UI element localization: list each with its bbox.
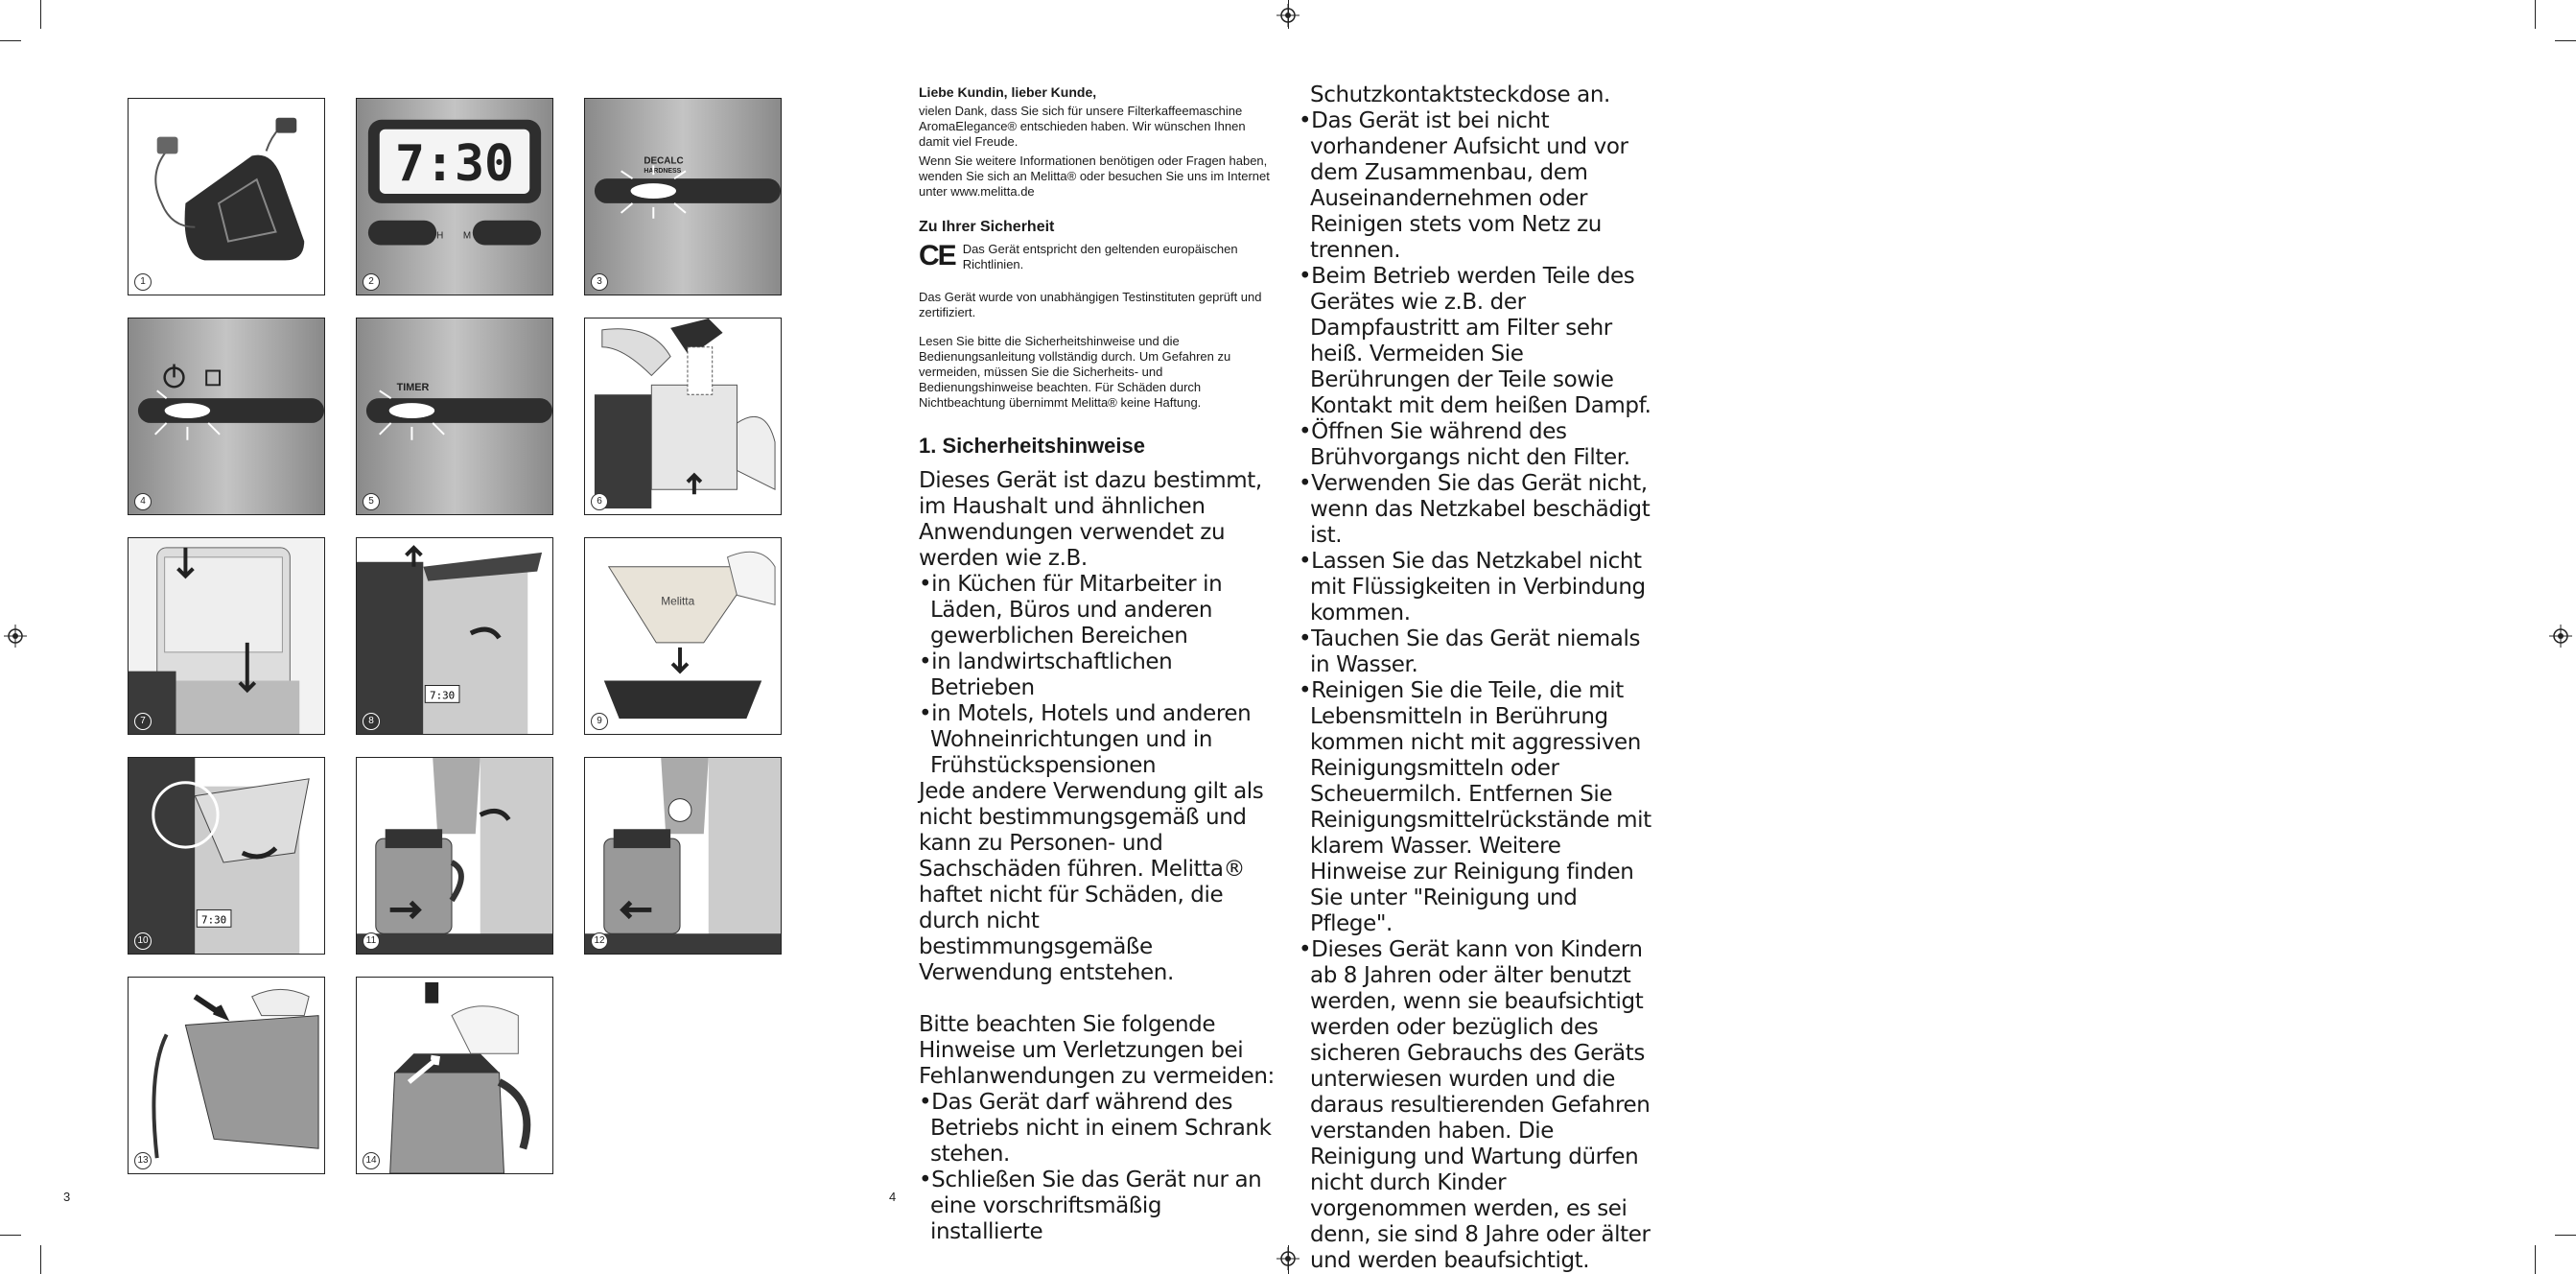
intro-paragraph: Wenn Sie weitere Informationen benötigen oder Fragen haben, wenden Sie sich an Melitta® oder besuchen Sie uns im Internet unter www.melitta.de bbox=[919, 153, 1270, 199]
safety-column bbox=[1299, 83, 1658, 1274]
step-number: 5 bbox=[363, 493, 380, 510]
illustration-panel-2 bbox=[356, 98, 553, 295]
svg-text:7:30: 7:30 bbox=[395, 135, 514, 194]
registration-mark-icon bbox=[4, 625, 27, 648]
svg-text:7:30: 7:30 bbox=[201, 913, 227, 927]
step-number: 9 bbox=[591, 713, 608, 730]
power-plug-base-icon bbox=[129, 99, 324, 295]
ce-mark-icon: CE bbox=[919, 240, 955, 271]
insert-filter-paper-icon bbox=[585, 538, 781, 734]
note-paragraph: Bitte beachten Sie folgende Hinweise um Verletzungen bei Fehlanwendungen zu vermeiden: bbox=[919, 1012, 1275, 1089]
greeting: Liebe Kundin, lieber Kunde, bbox=[919, 84, 1097, 100]
list-item: •Verwenden Sie das Gerät nicht, wenn das Netzkabel beschädigt ist. bbox=[1299, 471, 1651, 548]
remove-jug-icon bbox=[585, 758, 781, 954]
list-item: •Tauchen Sie das Gerät niemals in Wasser. bbox=[1299, 626, 1641, 677]
page-number-left: 3 bbox=[63, 1190, 71, 1204]
illustration-panel-8 bbox=[356, 537, 553, 735]
close-filter-holder-icon bbox=[129, 758, 324, 954]
fill-water-tank-icon bbox=[585, 318, 781, 514]
insert-jug-icon bbox=[357, 758, 552, 954]
safety-paragraph: Das Gerät wurde von unabhängigen Testinstituten geprüft und zertifiziert. bbox=[919, 290, 1262, 319]
section-heading: 1. Sicherheitshinweise bbox=[919, 434, 1145, 458]
svg-text:H: H bbox=[436, 230, 444, 242]
safety-heading: Zu Ihrer Sicherheit bbox=[919, 219, 1055, 235]
step-number: 11 bbox=[363, 932, 380, 950]
use-paragraph: Jede andere Verwendung gilt als nicht bestimmungsgemäß und kann zu Personen- und Sachschäden führen. Melitta® haftet nicht für Schäden, die durch nicht bestimmungsgemäße Verwendung entstehen. bbox=[919, 779, 1264, 985]
crop-mark bbox=[2555, 40, 2576, 41]
illustration-panel-13 bbox=[128, 977, 325, 1174]
crop-mark bbox=[2535, 1245, 2536, 1274]
illustration-panel-5 bbox=[356, 318, 553, 515]
crop-mark bbox=[2535, 0, 2536, 29]
illustration-panel-7 bbox=[128, 537, 325, 735]
illustration-panel-6 bbox=[584, 318, 782, 515]
jug-lid-icon bbox=[357, 978, 552, 1173]
step-number: 6 bbox=[591, 493, 608, 510]
crop-mark bbox=[40, 0, 41, 29]
step-number: 7 bbox=[134, 713, 152, 730]
svg-text:HARDNESS: HARDNESS bbox=[644, 168, 682, 176]
list-item: •Öffnen Sie während des Brühvorgangs nicht den Filter. bbox=[1299, 419, 1630, 470]
registration-mark-icon bbox=[2549, 625, 2572, 648]
illustration-panel-1 bbox=[128, 98, 325, 295]
safety-paragraph: Lesen Sie bitte die Sicherheitshinweise und die Bedienungsanleitung vollständig durch. Um Gefahren zu vermeiden, müssen Sie die Sicherheits- und Bedienungshinweise beachten. Für Schäden durch Nichtbeachtung übernimmt Melitta® keine Haftung. bbox=[919, 334, 1231, 410]
pour-jug-icon bbox=[129, 978, 324, 1173]
registration-mark-icon bbox=[1276, 4, 1300, 27]
list-item: •in landwirtschaftlichen Betrieben bbox=[919, 649, 1173, 700]
step-number: 13 bbox=[134, 1152, 152, 1169]
step-number: 12 bbox=[591, 932, 608, 950]
svg-text:Melitta: Melitta bbox=[661, 594, 695, 608]
step-number: 8 bbox=[363, 713, 380, 730]
illustration-panel-3 bbox=[584, 98, 782, 295]
list-item: •Das Gerät darf während des Betriebs nicht in einem Schrank stehen. bbox=[919, 1090, 1272, 1167]
decalc-hardness-button-icon bbox=[585, 99, 781, 295]
list-item: •Das Gerät ist bei nicht vorhandener Aufsicht und vor dem Zusammenbau, dem Auseinandernehmen oder Reinigen stets vom Netz zu trennen. bbox=[1299, 108, 1628, 263]
svg-text:TIMER: TIMER bbox=[396, 382, 430, 394]
intro-column bbox=[919, 84, 1278, 1245]
list-item: •Schließen Sie das Gerät nur an eine vorschriftsmäßig installierte bbox=[919, 1168, 1262, 1244]
registration-mark-icon bbox=[1276, 1247, 1300, 1270]
svg-text:DECALC: DECALC bbox=[644, 155, 684, 167]
step-number: 10 bbox=[134, 932, 152, 950]
list-item: •Dieses Gerät kann von Kindern ab 8 Jahren oder älter benutzt werden, wenn sie beaufsichtigt werden oder bezüglich des sicheren Gebrauchs des Geräts unterwiesen wurden und die daraus resultierenden Gefahren verstanden haben. Die Reinigung und Wartung dürfen nicht durch Kinder vorgenommen werden, es sei denn, sie sind 8 Jahre oder älter und werden beaufsichtigt. bbox=[1299, 937, 1651, 1273]
step-number: 1 bbox=[134, 273, 152, 291]
list-item: •Beim Betrieb werden Teile des Gerätes wie z.B. der Dampfaustritt am Filter sehr heiß. Vermeiden Sie Berührungen der Teile sowie Kontakt mit dem heißen Dampf. bbox=[1299, 264, 1651, 418]
illustration-panel-4 bbox=[128, 318, 325, 515]
crop-mark bbox=[40, 1245, 41, 1274]
step-number: 14 bbox=[363, 1152, 380, 1169]
list-item: •in Küchen für Mitarbeiter in Läden, Büros und anderen gewerblichen Bereichen bbox=[919, 572, 1223, 649]
timer-button-icon bbox=[357, 318, 552, 514]
illustration-panel-11 bbox=[356, 757, 553, 955]
section-intro: Dieses Gerät ist dazu bestimmt, im Haushalt und ähnlichen Anwendungen verwendet zu werden wie z.B. bbox=[919, 468, 1262, 571]
illustration-panel-12 bbox=[584, 757, 782, 955]
ce-row bbox=[919, 242, 1278, 276]
illustration-panel-10 bbox=[128, 757, 325, 955]
power-start-button-icon bbox=[129, 318, 324, 514]
step-number: 3 bbox=[591, 273, 608, 291]
crop-mark bbox=[0, 40, 21, 41]
crop-mark bbox=[0, 1235, 21, 1236]
illustration-panel-14 bbox=[356, 977, 553, 1174]
step-number: 4 bbox=[134, 493, 152, 510]
ce-text: Das Gerät entspricht den geltenden europäischen Richtlinien. bbox=[962, 242, 1238, 271]
water-tank-arrow-icon bbox=[129, 538, 324, 734]
clock-display-icon bbox=[357, 99, 552, 295]
list-item: •Reinigen Sie die Teile, die mit Lebensmitteln in Berührung kommen nicht mit aggressiven Reinigungsmitteln oder Scheuermilch. Entfernen Sie Reinigungsmittelrückstände mit klarem Wasser. Weitere Hinweise zur Reinigung finden Sie unter "Reinigung und Pflege". bbox=[1299, 678, 1651, 936]
svg-text:7:30: 7:30 bbox=[430, 689, 456, 702]
crop-mark bbox=[2555, 1235, 2576, 1236]
svg-text:M: M bbox=[462, 230, 472, 242]
continuation-text: Schutzkontaktsteckdose an. bbox=[1310, 83, 1610, 107]
open-filter-holder-icon bbox=[357, 538, 552, 734]
illustration-panel-9 bbox=[584, 537, 782, 735]
intro-paragraph: vielen Dank, dass Sie sich für unsere Filterkaffeemaschine AromaElegance® entschieden haben. Wir wünschen Ihnen damit viel Freude. bbox=[919, 104, 1246, 149]
list-item: •in Motels, Hotels und anderen Wohneinrichtungen und in Frühstückspensionen bbox=[919, 701, 1252, 778]
step-number: 2 bbox=[363, 273, 380, 291]
page-number-middle: 4 bbox=[889, 1190, 897, 1204]
list-item: •Lassen Sie das Netzkabel nicht mit Flüssigkeiten in Verbindung kommen. bbox=[1299, 549, 1646, 625]
